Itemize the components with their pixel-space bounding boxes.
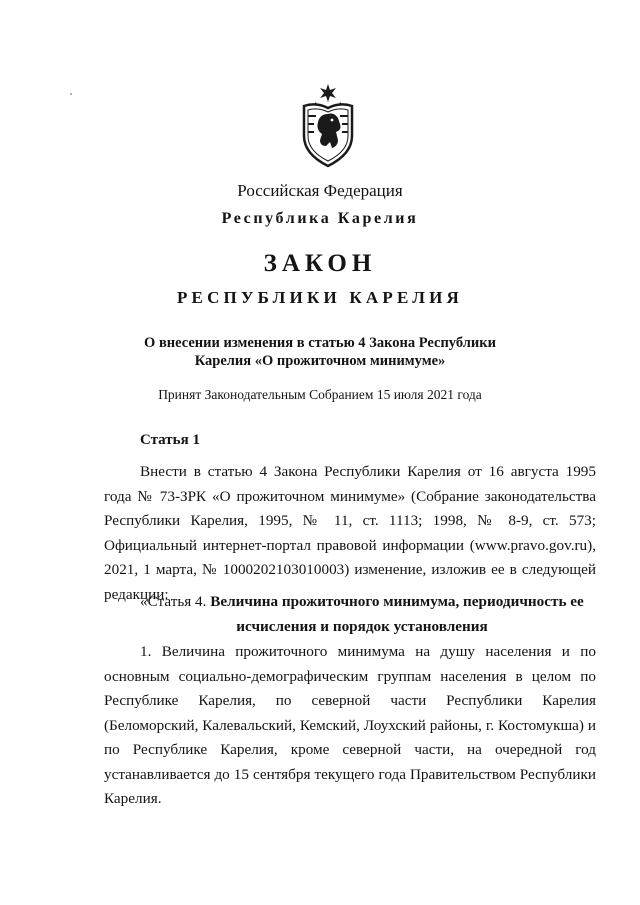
federation-line: Российская Федерация [237,181,403,200]
adoption-line: Принят Законодательным Собранием 15 июля 2021 года [158,387,482,402]
article-1-heading: Статья 1 [140,432,200,448]
article-4-title-part-2: исчисления и порядок установления [236,617,488,635]
scan-speck [70,93,72,95]
article-1-paragraph: Внести в статью 4 Закона Республики Карелия от 16 августа 1995 года № 73-ЗРК «О прожиточном минимуме» (Собрание законодательства Республики Карелия, 1995, № 11, ст. 1113; 1998, № 8-9, ст. 573; Официальный интернет-портал правовой информации (www.pravo.gov.ru), 2021, 1 марта, № 1000202103010003) изменение, изложив ее в следующей редакции: [104,463,596,603]
article-4-heading-line-1 [104,590,596,615]
law-title [0,334,640,370]
article-4-title-part-1: Величина прожиточного минимума, периодичность ее [210,593,584,610]
karelia-coat-of-arms-icon [296,82,360,168]
article-4-prefix: «Статья 4. [140,593,211,610]
law-republic-heading: РЕСПУБЛИКИ КАРЕЛИЯ [176,288,464,307]
law-title-line-1: О внесении изменения в статью 4 Закона Республики [144,335,496,351]
article-4-paragraph-1: 1. Величина прожиточного минимума на душу населения и по основным социально-демографическим группам населения в целом по Республике Карелия, по северной части Республики Карелия (Беломорский, Калевальский, Кемский, Лоухский районы, г. Костомукша) и по Республике Карелия, кроме северной части, на очередной год устанавливается до 15 сентября текущего года Правительством Республики Карелия. [104,643,596,807]
law-title-line-2: Карелия «О прожиточном минимуме» [194,353,446,369]
law-heading: ЗАКОН [263,250,377,277]
article-4-heading [104,590,596,639]
republic-line: Республика Карелия [221,210,419,227]
